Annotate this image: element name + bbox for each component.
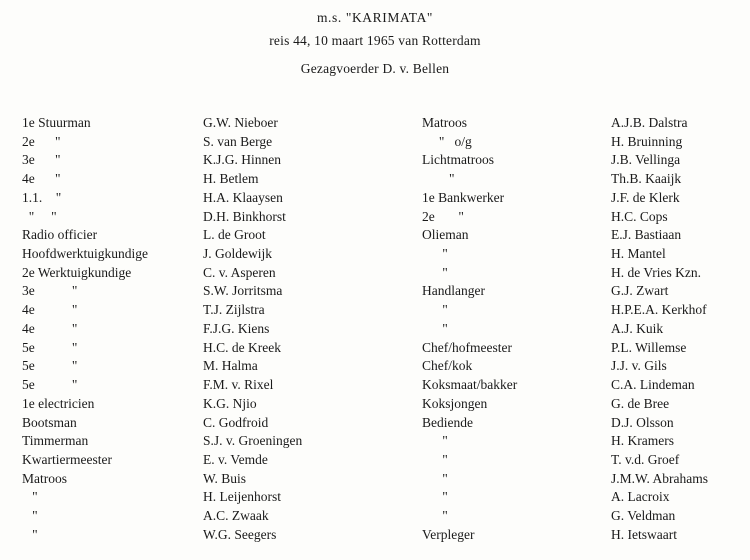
crew-rank: 3e ": [22, 283, 78, 299]
crew-rank: Chef/kok: [422, 358, 473, 374]
crew-name: H.A. Klaaysen: [203, 189, 283, 205]
crew-name: D.J. Olsson: [611, 414, 674, 430]
crew-rank: Olieman: [422, 227, 469, 243]
crew-rank: ": [422, 246, 448, 262]
crew-name: Th.B. Kaaijk: [611, 171, 682, 187]
crew-rank: 1e Bankwerker: [422, 189, 505, 205]
crew-name: F.J.G. Kiens: [203, 320, 270, 336]
crew-rank: Handlanger: [422, 283, 485, 299]
crew-rank: ": [22, 526, 38, 542]
crew-rank: 1.1. ": [22, 189, 62, 205]
crew-name: H. Ietswaart: [611, 526, 677, 542]
crew-rank: ": [422, 433, 448, 449]
crew-name: E. v. Vemde: [203, 451, 268, 467]
crew-rank: 3e ": [22, 152, 61, 168]
name-column-right: [611, 114, 749, 545]
crew-name: K.J.G. Hinnen: [203, 152, 281, 168]
crew-rank: Hoofdwerktuigkundige: [22, 246, 148, 262]
crew-rank: 2e ": [22, 133, 61, 149]
crew-rank: Kwartiermeester: [22, 451, 112, 467]
crew-rank: Chef/hofmeester: [422, 339, 512, 355]
crew-rank: Radio officier: [22, 227, 98, 243]
crew-name: S. van Berge: [203, 133, 273, 149]
crew-rank: ": [422, 489, 448, 505]
crew-rank: ": [422, 508, 448, 524]
crew-rank: 4e ": [22, 171, 61, 187]
crew-name: H. Kramers: [611, 433, 674, 449]
rank-column-left: [22, 114, 202, 545]
crew-name: T. v.d. Groef: [611, 451, 680, 467]
crew-rank: ": [422, 302, 448, 318]
crew-name: S.W. Jorritsma: [203, 283, 283, 299]
crew-name: G.J. Zwart: [611, 283, 669, 299]
crew-name: J.M.W. Abrahams: [611, 470, 708, 486]
crew-rank: 1e Stuurman: [22, 115, 91, 130]
crew-name: E.J. Bastiaan: [611, 227, 682, 243]
crew-name: L. de Groot: [203, 227, 266, 243]
name-column-left: [203, 114, 418, 545]
crew-name: C. v. Asperen: [203, 264, 276, 280]
crew-name: H. Mantel: [611, 246, 666, 262]
crew-rank: ": [422, 320, 448, 336]
crew-name: H. de Vries Kzn.: [611, 264, 702, 280]
crew-rank: ": [22, 508, 38, 524]
crew-name: D.H. Binkhorst: [203, 208, 286, 224]
crew-name: G. Veldman: [611, 508, 676, 524]
rank-column-right: [422, 114, 612, 545]
crew-name: A.J.B. Dalstra: [611, 115, 688, 130]
crew-name: A.C. Zwaak: [203, 508, 269, 524]
crew-rank: ": [422, 264, 448, 280]
crew-name: W. Buis: [203, 470, 247, 486]
crew-name: W.G. Seegers: [203, 526, 277, 542]
crew-rank: Matroos: [422, 115, 467, 130]
crew-name: A. Lacroix: [611, 489, 670, 505]
crew-rank: Bootsman: [22, 414, 77, 430]
crew-rank: ": [422, 171, 455, 187]
crew-rank: 1e electricien: [22, 395, 95, 411]
crew-name: H. Leijenhorst: [203, 489, 281, 505]
voyage-line: reis 44, 10 maart 1965 van Rotterdam: [269, 33, 481, 48]
crew-rank: Lichtmatroos: [422, 152, 494, 168]
crew-rank: ": [422, 470, 448, 486]
crew-rank: 4e ": [22, 302, 78, 318]
crew-name: S.J. v. Groeningen: [203, 433, 303, 449]
crew-rank: Verpleger: [422, 526, 475, 542]
crew-rank: " o/g: [422, 133, 472, 149]
crew-name: C.A. Lindeman: [611, 377, 695, 393]
crew-name: H. Bruinning: [611, 133, 683, 149]
crew-name: P.L. Willemse: [611, 339, 687, 355]
crew-rank: Bediende: [422, 414, 473, 430]
crew-name: K.G. Njio: [203, 395, 257, 411]
crew-name: G.W. Nieboer: [203, 115, 278, 130]
crew-name: H.P.E.A. Kerkhof: [611, 302, 707, 318]
crew-rank: Koksjongen: [422, 395, 488, 411]
crew-rank: 5e ": [22, 377, 78, 393]
crew-name: H. Betlem: [203, 171, 259, 187]
crew-rank: 5e ": [22, 339, 78, 355]
crew-name: F.M. v. Rixel: [203, 377, 274, 393]
crew-rank: Koksmaat/bakker: [422, 377, 518, 393]
crew-name: J. Goldewijk: [203, 246, 272, 262]
ship-name-heading: m.s. "KARIMATA": [316, 10, 434, 25]
crew-rank: " ": [22, 208, 57, 224]
crew-name: A.J. Kuik: [611, 320, 664, 336]
crew-name: H.C. Cops: [611, 208, 668, 224]
crew-name: J.B. Vellinga: [611, 152, 681, 168]
crew-rank: ": [22, 489, 38, 505]
crew-name: C. Godfroid: [203, 414, 269, 430]
crew-rank: Timmerman: [22, 433, 89, 449]
crew-name: T.J. Zijlstra: [203, 302, 265, 318]
crew-name: M. Halma: [203, 358, 258, 374]
captain-line: Gezagvoerder D. v. Bellen: [300, 61, 450, 76]
crew-name: G. de Bree: [611, 395, 670, 411]
crew-name: J.F. de Klerk: [611, 189, 680, 205]
crew-rank: 2e Werktuigkundige: [22, 264, 132, 280]
crew-rank: 5e ": [22, 358, 78, 374]
crew-name: J.J. v. Gils: [611, 358, 667, 374]
crew-name: H.C. de Kreek: [203, 339, 281, 355]
crew-rank: Matroos: [22, 470, 67, 486]
crew-rank: 2e ": [422, 208, 464, 224]
crew-rank: ": [422, 451, 448, 467]
crew-rank: 4e ": [22, 320, 78, 336]
